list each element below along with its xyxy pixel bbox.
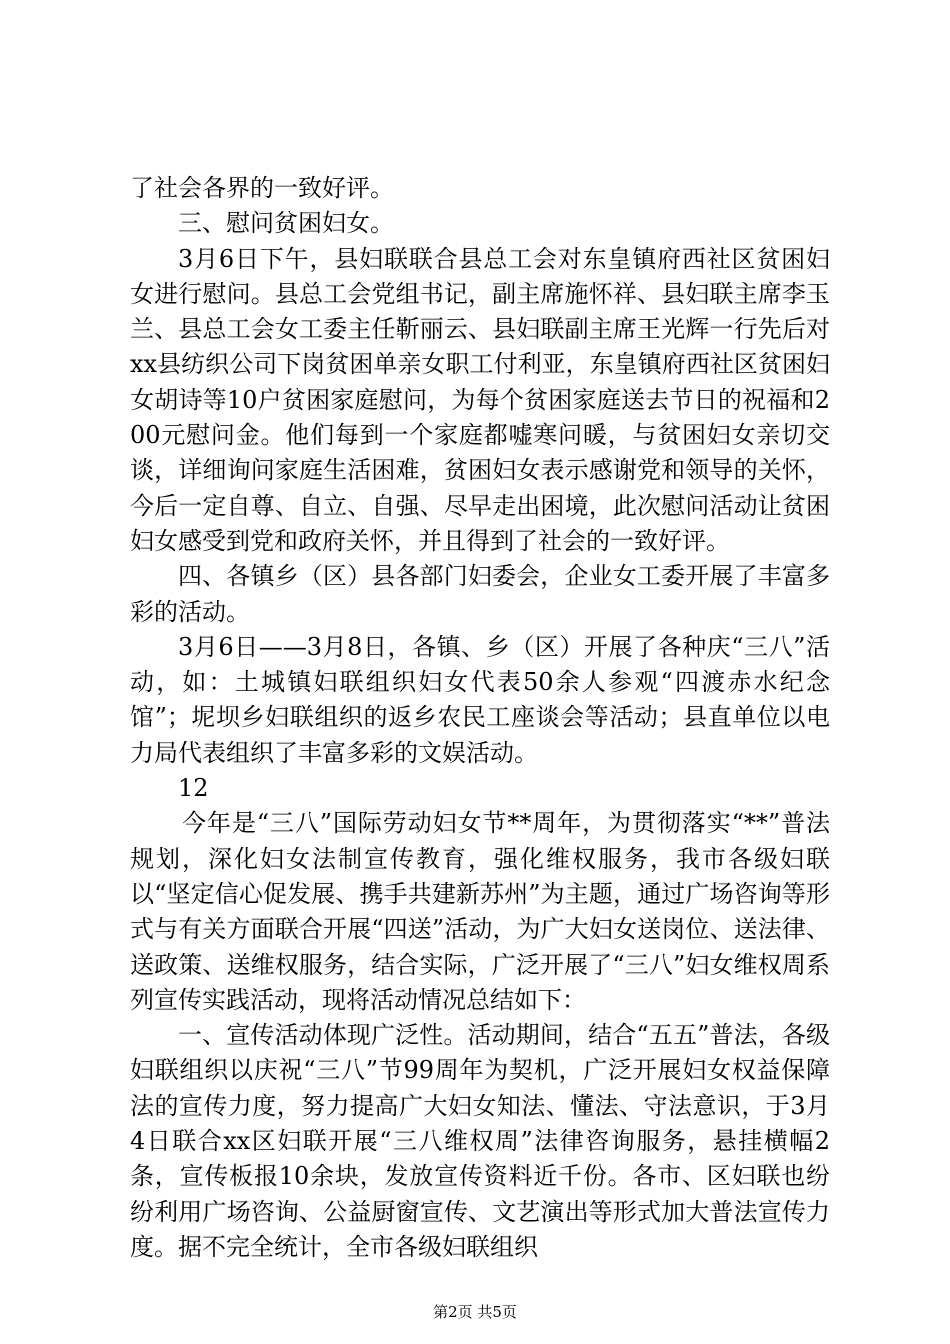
paragraph-continuation: 了社会各界的一致好评。 bbox=[130, 174, 394, 202]
paragraph-publicity: 一、宣传活动体现广泛性。活动期间，结合“五五”普法，各级妇联组织以庆祝“三八”节99周年为契机，广泛开展妇女权益保障法的宣传力度，努力提高广大妇女知法、懂法、守法意识，于3月4日联合xx区妇联开展“三八维权周”法律咨询服务，悬挂横幅2条，宣传板报10余块，发放宣传资料近千份。各市、区妇联也纷纷利用广场咨询、公益厨窗宣传、文艺演出等形式加大普法宣传力度。据不完全统计，全市各级妇联组织 bbox=[130, 1021, 830, 1261]
paragraph-poverty-visit: 3月6日下午，县妇联联合县总工会对东皇镇府西社区贫困妇女进行慰问。县总工会党组书记，副主席施怀祥、县妇联主席李玉兰、县总工会女工委主任靳丽云、县妇联副主席王光辉一行先后对xx县纺织公司下岗贫困单亲女职工付利亚，东皇镇府西社区贫困妇女胡诗等10户贫困家庭慰问，为每个贫困家庭送去节日的祝福和200元慰问金。他们每到一个家庭都嘘寒问暖，与贫困妇女亲切交谈，详细询问家庭生活困难，贫困妇女表示感谢党和领导的关怀，今后一定自尊、自立、自强、尽早走出困境，此次慰问活动让贫困妇女感受到党和政府关怀，并且得到了社会的一致好评。 bbox=[130, 244, 830, 555]
paragraph-activities: 3月6日——3月8日，各镇、乡（区）开展了各种庆“三八”活动，如：土城镇妇联组织妇女代表50余人参观“四渡赤水纪念馆”；坭坝乡妇联组织的返乡农民工座谈会等活动；县直单位以电力局代表组织了丰富多彩的文娱活动。 bbox=[130, 632, 830, 767]
page-footer: 第2页 共5页 bbox=[433, 1303, 517, 1321]
section-number-label: 12 bbox=[178, 774, 209, 803]
section-heading-3: 三、慰问贫困妇女。 bbox=[178, 209, 394, 238]
document-body bbox=[130, 171, 830, 1265]
paragraph-introduction: 今年是“三八”国际劳动妇女节**周年，为贯彻落实“**”普法规划，深化妇女法制宣传教育，强化维权服务，我市各级妇联以“坚定信心促发展、携手共建新苏州”为主题，通过广场咨询等形式与有关方面联合开展“四送”活动，为广大妇女送岗位、送法律、送政策、送维权服务，结合实际，广泛开展了“三八”妇女维权周系列宣传实践活动，现将活动情况总结如下： bbox=[130, 809, 830, 1014]
section-heading-4: 四、各镇乡（区）县各部门妇委会，企业女工委开展了丰富多彩的活动。 bbox=[130, 562, 830, 626]
